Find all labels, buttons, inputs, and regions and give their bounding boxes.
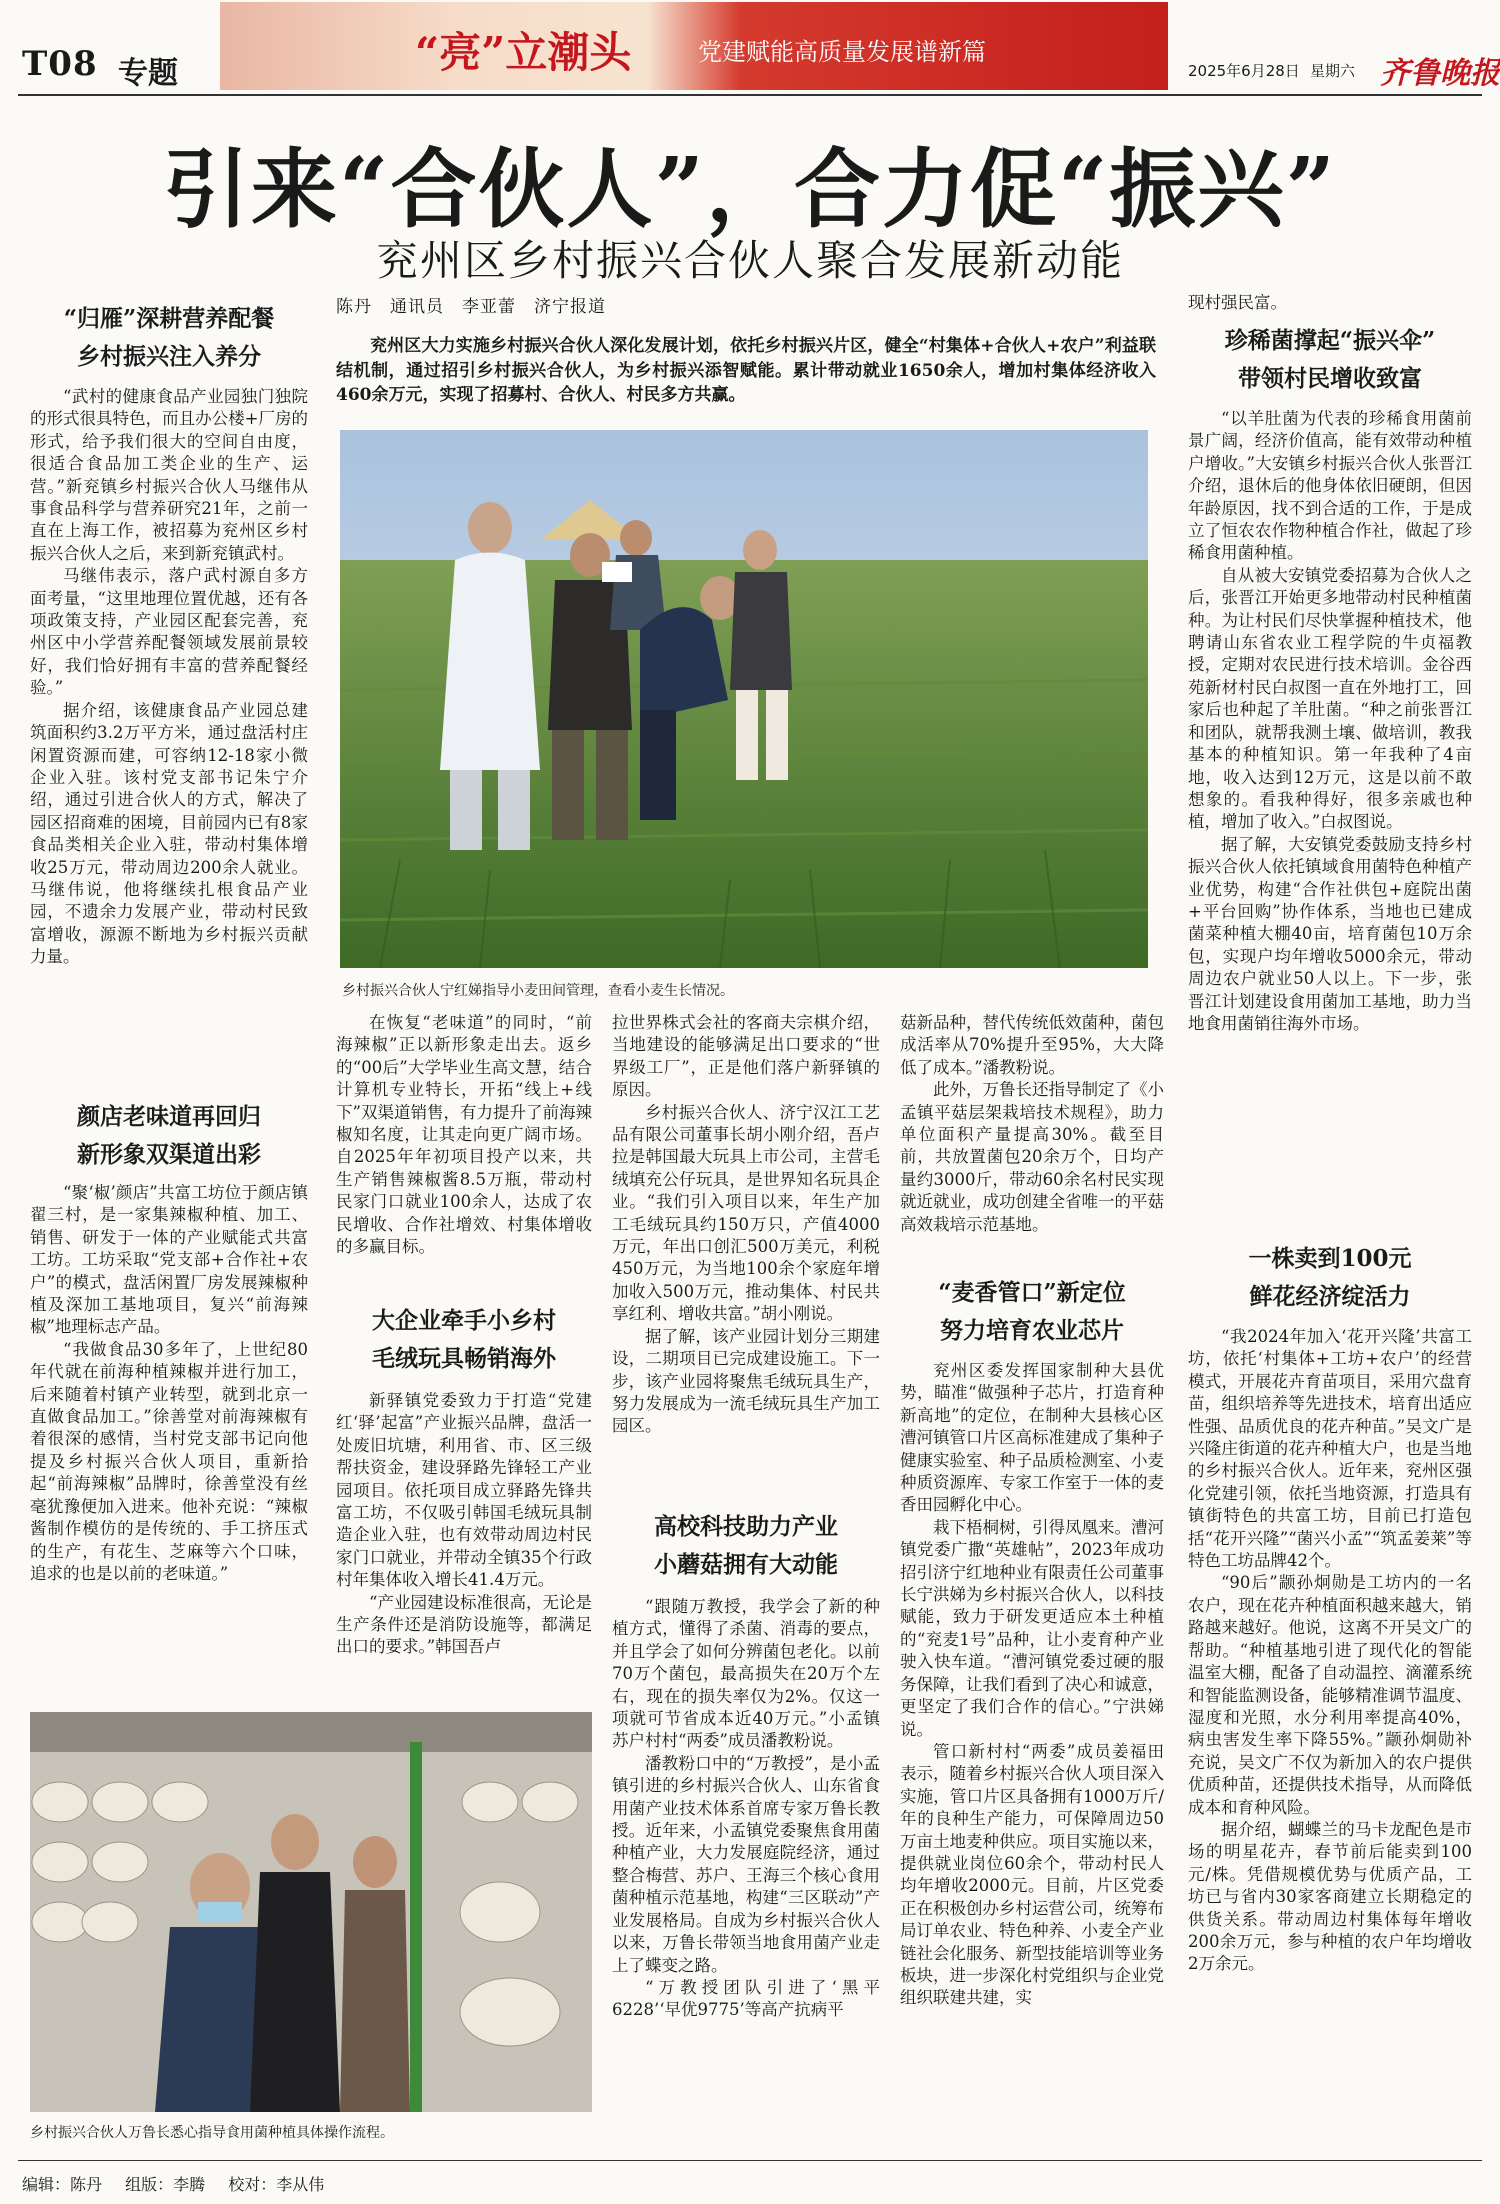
photo-caption-bottom: 乡村振兴合伙人万鲁长悉心指导食用菌种植具体操作流程。 xyxy=(30,2125,394,2141)
byline: 陈丹 通讯员 李亚蕾 济宁报道 xyxy=(336,297,606,317)
lead-paragraph: 兖州区大力实施乡村振兴合伙人深化发展计划，依托乡村振兴片区，健全“村集体+合伙人+农户”利益联结机制，通过招引乡村振兴合伙人，为乡村振兴添智赋能。累计带动就业1650余人，增加村集体经济收入460余万元，实现了招募村、合伙人、村民多方共赢。 xyxy=(336,336,1156,405)
headline: 引来“合伙人”，合力促“振兴” xyxy=(163,139,1337,240)
col2-heading-1: 大企业牵手小乡村 毛绒玩具畅销海外 xyxy=(372,1307,556,1372)
mushroom-greenhouse-photo xyxy=(30,1712,592,2112)
col2-section-2: 新驿镇党委致力于打造“党建红‘驿’起富”产业振兴品牌，盘活一处废旧坑塘，利用省、市、区三级帮扶资金，建设驿路先锋轻工产业园项目。依托项目成立驿路先锋共富工坊，不仅吸引韩国毛绒玩具制造企业入驻，也有效带动周边村民家门口就业，并带动全镇35个行政村年集体收入增长41.4万元。 “产业园建设标准很高，无论是生产条件还是消防设施等，都满足出口的要求。”韩国吾卢 xyxy=(336,1391,592,1657)
mushroom-greenhouse-illustration xyxy=(30,1712,592,2112)
col5-section-2: “我2024年加入‘花开兴隆’共富工坊，依托‘村集体+工坊+农户’的经营模式，开展花卉育苗项目，采用穴盘育苗，组织培养等先进技术，培育出适应性强、品质优良的花卉种苗。”吴文广是兴隆庄街道的花卉种植大户，也是当地的乡村振兴合伙人。近年来，兖州区强化党建引领，依托当地资源，打造具有镇街特色的共富工坊，目前已打造包括“花开兴隆”“菌兴小孟”“筑孟姜莱”等特色工坊品牌42个。 “90后”颛孙炯勋是工坊内的一名农户，现在花卉种植面积越来越大，销路越来越好。他说，这离不开吴文广的帮助。“种植基地引进了现代化的智能温室大棚，配备了自动温控、滴灌系统和智能监测设备，能够精准调节温度、湿度和光照，水分利用率提高40%，病虫害发生率下降55%。”颛孙炯勋补充说，吴文广不仅为新加入的农户提供优质种苗，还提供技术指导，从而降低成本和育种风险。 据介绍，蝴蝶兰的马卡龙配色是市场的明星花卉，春节前后能卖到100元/株。凭借规模优势与优质产品，工坊已与省内30家客商建立长期稳定的供货关系。带动周边村集体每年增收200余万元，参与种植的农户年均增收2万余元。 xyxy=(1188,1327,1472,1974)
col2-section-1: 在恢复“老味道”的同时，“前海辣椒”正以新形象走出去。返乡的“00后”大学毕业生高文慧，结合计算机专业特长，开拓“线上+线下”双渠道销售，有力提升了前海辣椒知名度，让其走向更广阔市场。自2025年年初项目投产以来，共生产销售辣椒酱8.5万瓶，带动村民家门口就业100余人，达成了农民增收、合作社增效、村集体增收的多赢目标。 xyxy=(336,1013,592,1257)
col5-heading-1: 珍稀菌撑起“振兴伞” 带领村民增收致富 xyxy=(1224,327,1436,392)
section-name: 专题 xyxy=(118,56,178,91)
banner-slogan: “亮”立潮头 xyxy=(415,28,632,77)
wheat-field-illustration xyxy=(340,430,1148,968)
col5-section-1: “以羊肚菌为代表的珍稀食用菌前景广阔，经济价值高，能有效带动种植户增收。”大安镇乡村振兴合伙人张晋江介绍，退休后的他身体依旧硬朗，但因年龄原因，找不到合适的工作，于是成立了恒农农作物种植合作社，做起了珍稀食用菌种植。 自从被大安镇党委招募为合伙人之后，张晋江开始更多地带动村民种植菌种。为让村民们尽快掌握种植技术，他聘请山东省农业工程学院的牛贞福教授，定期对农民进行技术培训。金谷西苑新材村民白叔图一直在外地打工，回家后也种起了羊肚菌。“种之前张晋江和团队，就帮我测土壤、做培训，教我基本的种植知识。第一年我种了4亩地，收入达到12万元，这是以前不敢想象的。看我种得好，很多亲戚也种植，增加了收入。”白叔图说。 据了解，大安镇党委鼓励支持乡村振兴合伙人依托镇域食用菌特色种植产业优势，构建“合作社供包+庭院出菌+平台回购”协作体系，当地也已建成菌菜种植大棚40亩，培育菌包10万余包，实现户均年增收5000余元，带动周边农户就业50人以上。下一步，张晋江计划建设食用菌加工基地，助力当地食用菌销往海外市场。 xyxy=(1188,409,1472,1033)
col1-section-2: “聚‘椒’颜店”共富工坊位于颜店镇翟三村，是一家集辣椒种植、加工、销售、研发于一体的产业赋能式共富工坊。工坊采取“党支部+合作社+农户”的模式，盘活闲置厂房发展辣椒种植及深加工基地项目，复兴“前海辣椒”地理标志产品。 “我做食品30多年了，上世纪80年代就在前海种植辣椒并进行加工，后来随着村镇产业转型，就到北京一直做食品加工。”徐善堂对前海辣椒有着很深的感情，当村党支部书记向他提及乡村振兴合伙人项目，重新拾起“前海辣椒”品牌时，徐善堂没有丝毫犹豫便加入进来。他补充说：“辣椒酱制作模仿的是传统的、手工挤压式的生产，有花生、芝麻等六个口味，追求的也是以前的老味道。” xyxy=(30,1183,308,1583)
footer-credits xyxy=(22,2172,342,2195)
col3-section-2: “跟随万教授，我学会了新的种植方式，懂得了杀菌、消毒的要点，并且学会了如何分辨菌包老化。以前70万个菌包，最高损失在20万个左右，现在的损失率仅为2%。仅这一项就可节省成本近40万元。”小孟镇苏户村村“两委”成员潘教粉说。 潘教粉口中的“万教授”，是小孟镇引进的乡村振兴合伙人、山东省食用菌产业技术体系首席专家万鲁长教授。近年来，小孟镇党委聚焦食用菌种植产业，大力发展庭院经济，通过整合梅营、苏户、王海三个核心食用菌种植示范基地，构建“三区联动”产业发展格局。自成为乡村振兴合伙人以来，万鲁长带领当地食用菌产业走上了蝶变之路。 “万教授团队引进了‘黑平6228’‘早优9775’等高产抗病平 xyxy=(612,1597,880,2020)
col5-section-0: 现村强民富。 xyxy=(1188,293,1287,312)
proofreader-credit: 校对：李从伟 xyxy=(228,2175,325,2194)
col4-heading-1: “麦香管口”新定位 努力培育农业芯片 xyxy=(938,1279,1126,1344)
page-number: T08 xyxy=(22,44,98,84)
footer-rule xyxy=(18,2160,1482,2161)
subheadline: 兖州区乡村振兴合伙人聚合发展新动能 xyxy=(375,236,1124,285)
col3-heading-1: 高校科技助力产业 小蘑菇拥有大动能 xyxy=(654,1513,838,1578)
designer-credit: 组版：李腾 xyxy=(125,2175,206,2194)
wheat-field-photo xyxy=(340,430,1148,968)
photo-caption-top: 乡村振兴合伙人宁红娣指导小麦田间管理，查看小麦生长情况。 xyxy=(342,983,734,999)
banner-theme: 党建赋能高质量发展谱新篇 xyxy=(698,38,986,66)
editor-credit: 编辑：陈丹 xyxy=(22,2175,103,2194)
col1-heading-1: “归雁”深耕营养配餐 乡村振兴注入养分 xyxy=(63,305,275,370)
col1-heading-2: 颜店老味道再回归 新形象双渠道出彩 xyxy=(77,1103,261,1168)
col3-section-1: 拉世界株式会社的客商夫宗棋介绍，当地建设的能够满足出口要求的“世界级工厂”，正是他们落户新驿镇的原因。 乡村振兴合伙人、济宁汉江工艺品有限公司董事长胡小刚介绍，吾卢拉是韩国最大玩具上市公司，主营毛绒填充公仔玩具，是世界知名玩具企业。“我们引入项目以来，年生产加工毛绒玩具约150万只，产值4000万元，年出口创汇500万美元，利税450万元，为当地100余个家庭年增加收入500万元，推动集体、村民共享红利、增收共富。”胡小刚说。 据了解，该产业园计划分三期建设，二期项目已完成建设施工。下一步，该产业园将聚焦毛绒玩具生产，努力发展成为一流毛绒玩具生产加工园区。 xyxy=(612,1013,880,1436)
newspaper-logo: 齐鲁晚报 xyxy=(1380,56,1500,91)
col4-section-1: 菇新品种，替代传统低效菌种，菌包成活率从70%提升至95%，大大降低了成本。”潘教粉说。 此外，万鲁长还指导制定了《小孟镇平菇层架栽培技术规程》，助力单位面积产量提高30%。截至目前，共放置菌包20余万个，日均产量约3000斤，带动60余名村民实现就近就业，成功创建全省唯一的平菇高效栽培示范基地。 xyxy=(900,1013,1164,1234)
header-banner xyxy=(220,2,1168,90)
issue-date: 2025年6月28日 xyxy=(1188,62,1300,80)
col5-heading-2: 一株卖到100元 鲜花经济绽活力 xyxy=(1248,1245,1412,1310)
col4-section-2: 兖州区委发挥国家制种大县优势，瞄准“做强种子芯片，打造育种新高地”的定位，在制种大县核心区漕河镇管口片区高标准建成了集种子健康实验室、种子品质检测室、小麦种质资源库、专家工作室于一体的麦香田园孵化中心。 栽下梧桐树，引得凤凰来。漕河镇党委广撒“英雄帖”，2023年成功招引济宁红地种业有限责任公司董事长宁洪娣为乡村振兴合伙人，以科技赋能，致力于研发更适应本土种植的“兖麦1号”品种，让小麦育种产业驶入快车道。“漕河镇党委过硬的服务保障，让我们看到了决心和诚意，更坚定了我们合作的信心。”宁洪娣说。 管口新村村“两委”成员姜福田表示，随着乡村振兴合伙人项目深入实施，管口片区具备拥有1000万斤/年的良种生产能力，可保障周边50万亩土地麦种供应。项目实施以来，提供就业岗位60余个，带动村民人均年增收2000元。目前，片区党委正在积极创办乡村运营公司，统筹布局订单农业、特色种养、小麦全产业链社会化服务、新型技能培训等业务板块，进一步深化村党组织与企业党组织联建共建，实 xyxy=(900,1361,1164,2008)
col1-section-1: “武村的健康食品产业园独门独院的形式很具特色，而且办公楼+厂房的形式，给予我们很大的空间自由度，很适合食品加工类企业的生产、运营。”新兖镇乡村振兴合伙人马继伟从事食品科学与营养研究21年，之前一直在上海工作，被招募为兖州区乡村振兴合伙人之后，来到新兖镇武村。 马继伟表示，落户武村源自多方面考量，“这里地理位置优越，还有各项政策支持，产业园区配套完善，兖州区中小学营养配餐领域发展前景较好，我们恰好拥有丰富的营养配餐经验。” 据介绍，该健康食品产业园总建筑面积约3.2万平方米，通过盘活村庄闲置资源而建，可容纳12-18家小微企业入驻。该村党支部书记朱宁介绍，通过引进合伙人的方式，解决了园区招商难的困境，目前园内已有8家食品类相关企业入驻，带动村集体增收25万元，带动周边200余人就业。马继伟说，他将继续扎根食品产业园，不遗余力发展产业，带动村民致富增收，源源不断地为乡村振兴贡献力量。 xyxy=(30,387,308,967)
issue-weekday: 星期六 xyxy=(1310,62,1356,80)
header-rule xyxy=(18,94,1482,96)
